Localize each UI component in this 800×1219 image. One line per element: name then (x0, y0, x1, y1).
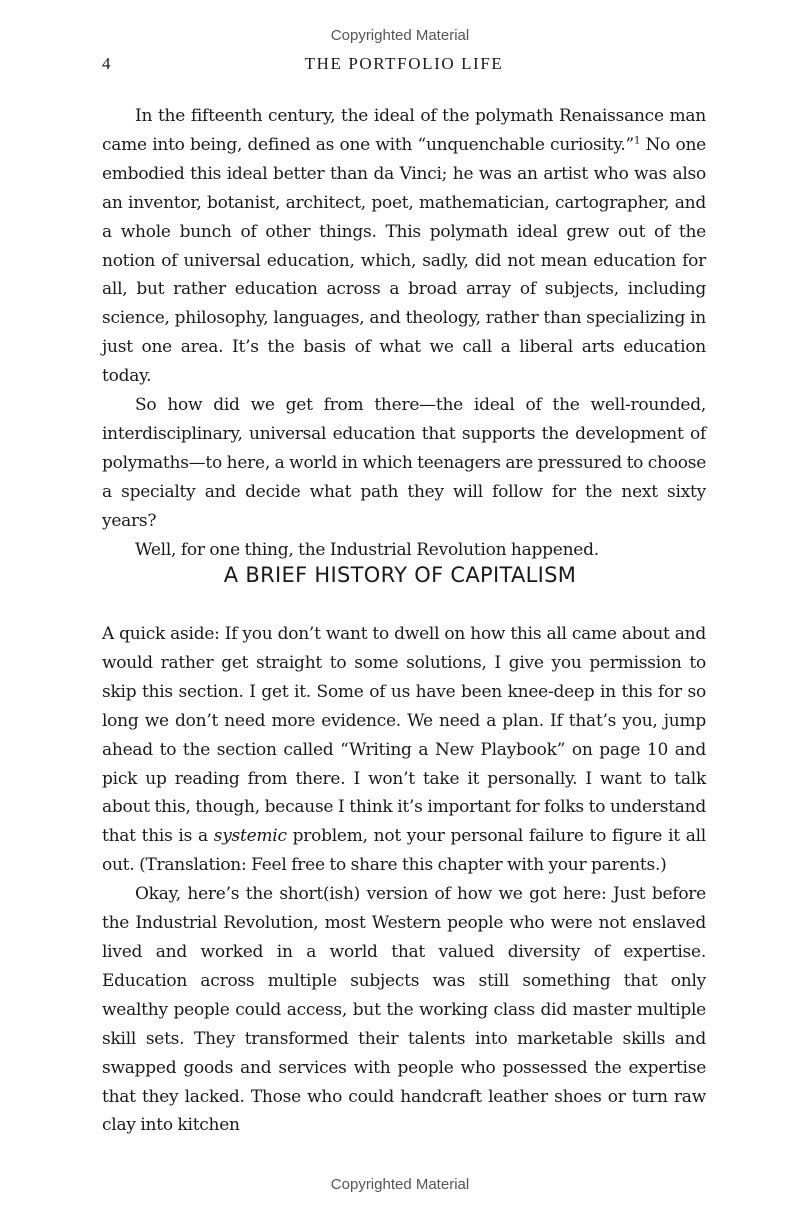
footnote-marker: 1 (634, 135, 641, 147)
paragraph: Well, for one thing, the Industrial Revolution happened. (135, 539, 599, 560)
page-number: 4 (102, 54, 113, 73)
paragraph-text: No one embodied this ideal better than da Vinci; he was an artist who was also an inventor, botanist, architect, poet, mathematician, cartographer, and a whole bunch of other things. This polymath ideal grew out of the notion of universal education, which, sadly, did not mean education for all, but rather education across a broad array of subjects, including science, philosophy, languages, and theology, rather than specializing in just one area. It’s the basis of what we call a liberal arts education today. (102, 134, 706, 387)
emphasis-text: systemic (213, 826, 287, 847)
paragraph: So how did we get from there—the ideal of the well-rounded, interdisciplinary, universal education that supports the development of polymaths—to here, a world in which teenagers are pressured to choose a specialty and decide what path they will follow for the next sixty years? (102, 395, 707, 531)
watermark-top: Copyrighted Material (330, 27, 470, 44)
paragraph-text: In the fifteenth century, the ideal of the polymath Renaissance man came into being, defined as one with “unquenchable curiosity.” (102, 106, 706, 155)
paragraph (102, 620, 706, 880)
paragraph-text: problem, not your personal failure to figure it all out. (Translation: Feel free to share this chapter with your parents.) (102, 826, 706, 876)
running-head (102, 54, 706, 76)
body-text-upper (102, 102, 706, 565)
watermark-bottom: Copyrighted Material (330, 1176, 470, 1193)
paragraph-text: A quick aside: If you don’t want to dwell on how this all came about and would rather get straight to some solutions, I give you permission to skip this section. I get it. Some of us have been knee-deep in this for so long we don’t need more evidence. We need a plan. If that’s you, jump ahead to the section called “Writing a New Playbook” on page 10 and pick up reading from there. I won’t take it personally. I want to talk about this, though, because I think it’s important for folks to understand that this is a (102, 624, 706, 847)
body-text-lower (102, 620, 706, 1140)
paragraph (102, 102, 706, 391)
section-heading: A BRIEF HISTORY OF CAPITALISM (223, 563, 577, 587)
book-title: THE PORTFOLIO LIFE (304, 54, 504, 73)
paragraph: Okay, here’s the short(ish) version of how we got here: Just before the Industrial Revolution, most Western people who were not enslaved lived and worked in a world that valued diversity of expertise. Education across multiple subjects was still something that only wealthy people could access, but the working class did master multiple skill sets. They transformed their talents into marketable skills and swapped goods and services with people who possessed the expertise that they lacked. Those who could handcraft leather shoes or turn raw clay into kitchen (102, 884, 706, 1136)
